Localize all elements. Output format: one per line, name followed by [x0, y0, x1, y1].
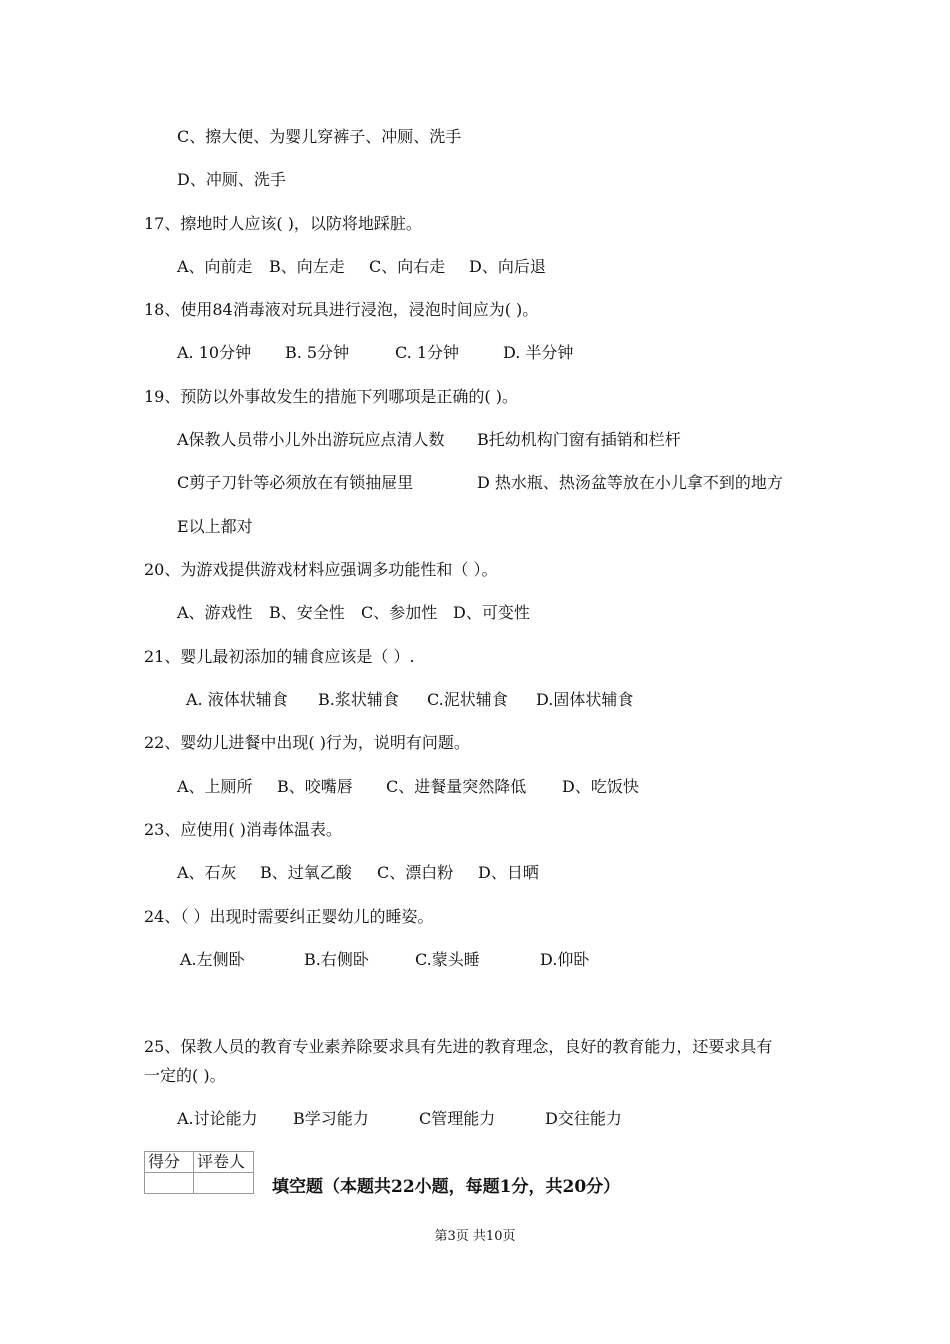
q19-option-b: B托幼机构门窗有插销和栏杆	[477, 430, 681, 449]
q24-option-b: B.右侧卧	[304, 950, 369, 969]
q24-stem: 24、（ ）出现时需要纠正婴幼儿的睡姿。	[144, 907, 434, 926]
q17-stem: 17、擦地时人应该( )，以防将地踩脏。	[144, 214, 422, 233]
q20-option-d: D、可变性	[453, 603, 530, 622]
q21-stem: 21、婴儿最初添加的辅食应该是（ ）.	[144, 647, 415, 666]
grader-cell	[194, 1173, 254, 1194]
q21-option-b: B.浆状辅食	[318, 690, 399, 709]
q23-option-d: D、日晒	[478, 863, 539, 882]
q24-option-a: A.左侧卧	[180, 950, 245, 969]
q18-option-b: B. 5分钟	[285, 343, 350, 362]
q17-option-d: D、向后退	[469, 257, 546, 276]
q17-option-b: B、向左走	[269, 257, 345, 276]
q18-stem: 18、使用84消毒液对玩具进行浸泡，浸泡时间应为( )。	[144, 300, 539, 319]
q24-option-c: C.蒙头睡	[415, 950, 480, 969]
score-cell	[145, 1173, 194, 1194]
q18-option-c: C. 1分钟	[395, 343, 460, 362]
grader-header: 评卷人	[194, 1152, 254, 1173]
q25-option-c: C管理能力	[419, 1109, 496, 1128]
section-title: 填空题（本题共22小题，每题1分，共20分）	[272, 1177, 621, 1197]
q17-option-c: C、向右走	[369, 257, 446, 276]
q25-option-b: B学习能力	[293, 1109, 369, 1128]
q20-option-a: A、游戏性	[177, 603, 253, 622]
q22-option-d: D、吃饭快	[562, 777, 639, 796]
q22-option-a: A、上厕所	[177, 777, 253, 796]
score-table-entry-row	[145, 1173, 254, 1194]
q20-option-c: C、参加性	[361, 603, 438, 622]
q24-option-d: D.仰卧	[540, 950, 590, 969]
score-header: 得分	[145, 1152, 194, 1173]
q23-stem: 23、应使用( )消毒体温表。	[144, 820, 342, 839]
q18-option-a: A. 10分钟	[177, 343, 252, 362]
q23-option-b: B、过氧乙酸	[260, 863, 352, 882]
q19-stem: 19、预防以外事故发生的措施下列哪项是正确的( )。	[144, 387, 518, 406]
q21-option-a: A. 液体状辅食	[186, 690, 288, 709]
q22-option-c: C、进餐量突然降低	[386, 777, 527, 796]
q21-option-c: C.泥状辅食	[427, 690, 508, 709]
q25-option-a: A.讨论能力	[177, 1109, 258, 1128]
q19-option-d: D 热水瓶、热汤盆等放在小儿拿不到的地方	[477, 473, 783, 492]
q25-stem-line-1: 25、保教人员的教育专业素养除要求具有先进的教育理念，良好的教育能力，还要求具有	[144, 1037, 773, 1056]
q23-option-c: C、漂白粉	[377, 863, 454, 882]
q19-option-e: E以上都对	[177, 517, 253, 536]
score-table-header-row	[145, 1152, 254, 1173]
q22-option-b: B、咬嘴唇	[277, 777, 353, 796]
q17-option-a: A、向前走	[177, 257, 253, 276]
q23-option-a: A、石灰	[177, 863, 237, 882]
score-table	[144, 1151, 254, 1194]
q20-stem: 20、为游戏提供游戏材料应强调多功能性和（ ）。	[144, 560, 498, 579]
q25-option-d: D交往能力	[545, 1109, 622, 1128]
q16-option-d: D、冲厕、洗手	[177, 170, 286, 189]
q19-option-c: C剪子刀针等必须放在有锁抽屉里	[177, 473, 414, 492]
q19-option-a: A保教人员带小儿外出游玩应点清人数	[177, 430, 445, 449]
q16-option-c: C、擦大便、为婴儿穿裤子、冲厕、洗手	[177, 127, 462, 146]
q25-stem-line-2: 一定的( )。	[144, 1066, 226, 1085]
q21-option-d: D.固体状辅食	[536, 690, 634, 709]
q18-option-d: D. 半分钟	[503, 343, 574, 362]
page-footer: 第3页 共10页	[434, 1229, 516, 1244]
q22-stem: 22、婴幼儿进餐中出现( )行为，说明有问题。	[144, 733, 470, 752]
q20-option-b: B、安全性	[269, 603, 345, 622]
